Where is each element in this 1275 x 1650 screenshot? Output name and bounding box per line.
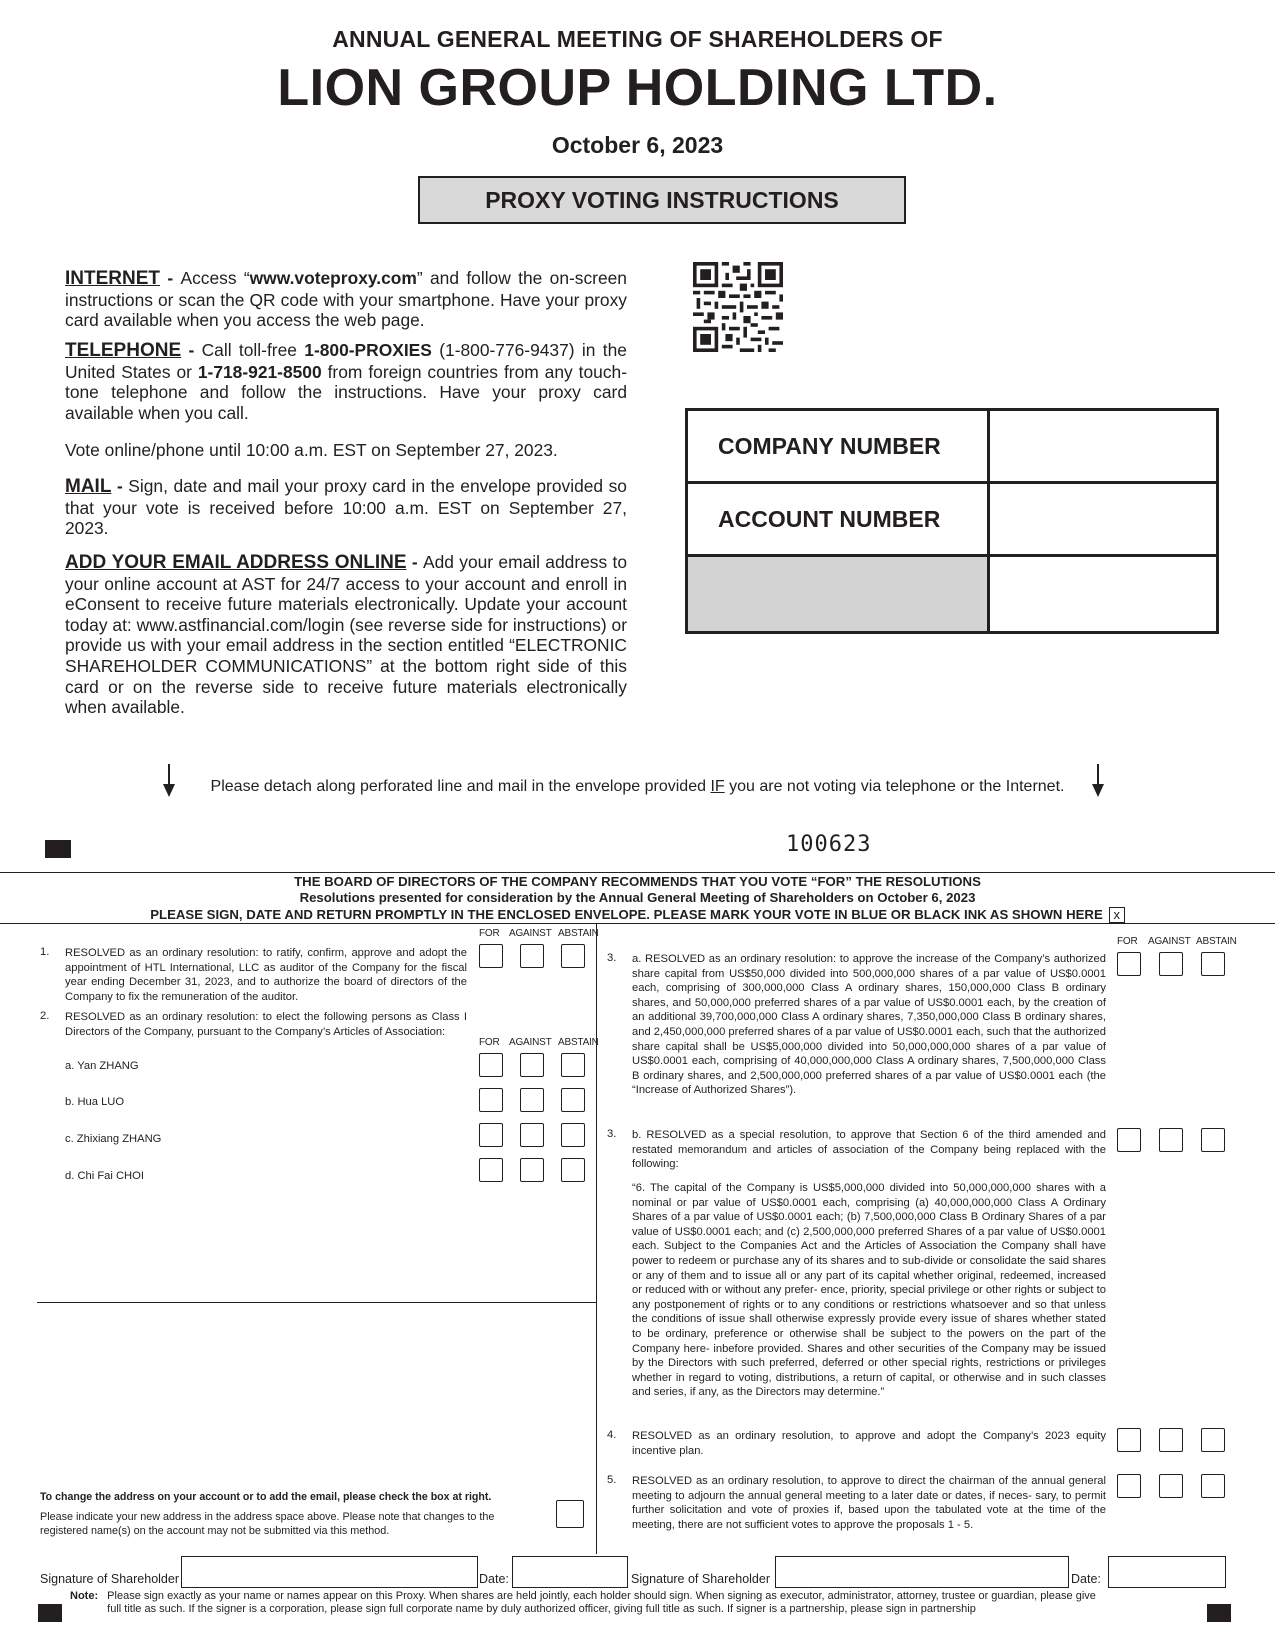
r4-abstain-checkbox[interactable] [1201, 1428, 1225, 1452]
col-for-3: FOR [1117, 936, 1138, 947]
internet-post: ” and follow the on-screen instructions or scan the QR code with your smartphone. Have your proxy card available when you access the web page. [65, 268, 627, 331]
detach-post: you are not voting via telephone or the Internet. [724, 778, 1065, 795]
column-divider [596, 924, 597, 1554]
date-field-1[interactable] [512, 1556, 628, 1588]
nominee-a-abstain-checkbox[interactable] [561, 1053, 585, 1077]
internet-pre: Access “ [180, 268, 250, 288]
resolution-4-text: RESOLVED as an ordinary resolution, to approve and adopt the Company’s 2023 equity incentive plan. [632, 1430, 1106, 1457]
resolution-3a-text: a. RESOLVED as an ordinary resolution: to approve the increase of the Company’s authorized share capital from US$50,000 divided into 500,000,000 shares of a par value of US$0.0001 each, comprising of 300,000,000 Class A ordinary shares, 150,000,000 Class B ordinary shares, and 50,000,000 preferred shares of a par value of US$0.0001 each, by the creation of an additional 39,700,000,000 Class A ordinary shares, 7,350,000,000 Class B ordinary shares, and 2,450,000,000 preferred shares of a par value of US$0.0001 each, such that the authorized share capital shall be US$5,000,000 divided into 50,000,000,000 shares of a par value of US$0.0001 each, comprising of 40,000,000,000 Class A ordinary shares, 7,500,000,000 Class B ordinary shares, and 2,500,000,000 preferred shares of a par value of US$0.0001 each (the “Increase of Authorized Shares”). [632, 953, 1106, 1097]
resolution-2-text: RESOLVED as an ordinary resolution: to elect the following persons as Class I Directors of the Company, pursuant to the Company’s Articles of Association: [65, 1011, 467, 1038]
r1-for-checkbox[interactable] [479, 944, 503, 968]
r3b-against-checkbox[interactable] [1159, 1128, 1183, 1152]
account-number-row [688, 484, 1216, 557]
detach-pre: Please detach along perforated line and mail in the envelope provided [210, 778, 711, 795]
nominee-c-abstain-checkbox[interactable] [561, 1123, 585, 1147]
resolution-5-text: RESOLVED as an ordinary resolution, to approve to direct the chairman of the annual general meeting to adjourn the annual general meeting to a later date or dates, if neces- sary, to permit further solicitation and vote of proxies if, based upon the tabulated vote at the time of the meeting, there are not sufficient votes to approve the proposals 1 - 5. [632, 1475, 1106, 1531]
r3a-abstain-checkbox[interactable] [1201, 952, 1225, 976]
qr-code-icon[interactable] [693, 262, 783, 352]
internet-heading: INTERNET [65, 268, 160, 289]
signing-note [70, 1590, 1110, 1616]
r4-for-checkbox[interactable] [1117, 1428, 1141, 1452]
date-label-1: Date: [479, 1572, 509, 1586]
col-for-2: FOR [479, 1037, 500, 1048]
internet-url[interactable]: www.voteproxy.com [249, 268, 417, 288]
registration-mark [38, 1604, 62, 1622]
mail-instructions [65, 476, 627, 539]
r5-abstain-checkbox[interactable] [1201, 1474, 1225, 1498]
col-abstain-1: ABSTAIN [558, 928, 599, 939]
r1-against-checkbox[interactable] [520, 944, 544, 968]
nominee-b-abstain-checkbox[interactable] [561, 1088, 585, 1112]
resolution-1-text: RESOLVED as an ordinary resolution: to ratify, confirm, approve and adopt the appointment of HTL International, LLC as auditor of the Company for the fiscal year ending December 31, 2023, and to authorize the board of directors of the Company to fix the remuneration of the auditor. [65, 947, 467, 1003]
nominee-a-for-checkbox[interactable] [479, 1053, 503, 1077]
detach-if: IF [710, 778, 725, 795]
telephone-pre: Call toll-free [201, 340, 305, 360]
meeting-title: ANNUAL GENERAL MEETING OF SHAREHOLDERS OF [332, 26, 943, 52]
nominee-b-against-checkbox[interactable] [520, 1088, 544, 1112]
date-label-2: Date: [1071, 1572, 1101, 1586]
nominee-d-abstain-checkbox[interactable] [561, 1158, 585, 1182]
internet-dash: - [160, 268, 181, 288]
resolution-3b-text: b. RESOLVED as a special resolution, to approve that Section 6 of the third amended and restated memorandum and articles of association of the Company being replaced with the following: [632, 1129, 1106, 1171]
mail-heading: MAIL [65, 476, 112, 497]
email-text: Add your email address to your online account at AST for 24/7 access to your account and enroll in eConsent to receive future materials electronically. Update your account today at: www.astfinancial.com/login (see reverse side for instructions) or provide us with your email address in the section entitled “ELECTRONIC SHAREHOLDER COMMUNICATIONS” at the bottom right side of this card or on the reverse side to receive future materials electronically when available. [65, 552, 627, 718]
address-change-checkbox[interactable] [556, 1500, 584, 1528]
nominee-d-against-checkbox[interactable] [520, 1158, 544, 1182]
r3a-for-checkbox[interactable] [1117, 952, 1141, 976]
note-text: Please sign exactly as your name or names appear on this Proxy. When shares are held jointly, each holder should sign. When signing as executor, administrator, attorney, trustee or guardian, please give full title as such. If the signer is a corporation, please sign full corporate name by duly authorized officer, giving full title as such. If signer is a partnership, please sign in partnership [107, 1590, 1096, 1616]
telephone-dash: - [181, 340, 202, 360]
board-line-2: Resolutions presented for consideration by the Annual General Meeting of Shareholders on October 6, 2023 [299, 890, 976, 906]
vote-deadline: Vote online/phone until 10:00 a.m. EST on September 27, 2023. [65, 440, 558, 460]
resolution-4-number: 4. [607, 1429, 617, 1441]
registration-mark [1207, 1604, 1231, 1622]
nominee-c-against-checkbox[interactable] [520, 1123, 544, 1147]
shaded-cell [688, 557, 990, 631]
r3b-for-checkbox[interactable] [1117, 1128, 1141, 1152]
email-heading: ADD YOUR EMAIL ADDRESS ONLINE [65, 552, 407, 573]
board-line-3: PLEASE SIGN, DATE AND RETURN PROMPTLY IN THE ENCLOSED ENVELOPE. PLEASE MARK YOUR VOTE IN BLUE OR BLACK INK AS SHOWN HERE [150, 906, 1103, 922]
mail-text: Sign, date and mail your proxy card in the envelope provided so that your vote is received before 10:00 a.m. EST on September 27, 2023. [65, 476, 627, 539]
resolution-3b-quote: “6. The capital of the Company is US$5,000,000 divided into 50,000,000,000 shares with a nominal or par value of US$0.0001 each, comprising (a) 40,000,000,000 Class A Ordinary Shares of a par value of US$0.0001 each; (b) 7,500,000,000 Class B Ordinary Shares of a par value of US$0.0001 each; and (c) 2,500,000,000 preferred Shares of a par value of US$0.0001 each. Subject to the Companies Act and the Articles of Association the Company shall have power to redeem or purchase any of its shares and to sub-divide or consolidate the said shares or any of them and to issue all or any part of its capital whether original, redeemed, increased or reduced with or without any prefer- ence, priority, special privilege or other rights or subject to any postponement of rights or to any conditions or restrictions whatsoever and so that unless the conditions of issue shall otherwise expressly provide every issue of shares whether stated to be ordinary, preference or otherwise shall be subject to the powers on the part of the Company here- inbefore provided. Shares and other securities of the Company may be issued by the Directors with such preferred, deferred or other special rights, restrictions or privileges whether in regard to voting, distributions, a return of capital, or otherwise and in such classes and series, if any, as the Directors may determine.” [632, 1182, 1106, 1399]
board-line-1: THE BOARD OF DIRECTORS OF THE COMPANY RECOMMENDS THAT YOU VOTE “FOR” THE RESOLUTIONS [294, 874, 981, 889]
meeting-date: October 6, 2023 [551, 132, 724, 158]
registration-mark [45, 840, 71, 858]
account-number-label: ACCOUNT NUMBER [688, 484, 990, 554]
col-against-1: AGAINST [509, 928, 552, 939]
nominee-label: c. Zhixiang ZHANG [65, 1133, 162, 1145]
email-dash: - [406, 552, 423, 572]
telephone-number: 1-800-PROXIES [304, 340, 432, 360]
nominee-b-for-checkbox[interactable] [479, 1088, 503, 1112]
r3b-abstain-checkbox[interactable] [1201, 1128, 1225, 1152]
address-change-text: Please indicate your new address in the address space above. Please note that changes to the registered name(s) on the account may not be submitted via this method. [40, 1511, 495, 1537]
r5-against-checkbox[interactable] [1159, 1474, 1183, 1498]
resolution-3a-number: 3. [607, 952, 617, 964]
resolution-3b-number: 3. [607, 1128, 617, 1140]
company-number-label: COMPANY NUMBER [688, 411, 990, 481]
signature-field-2[interactable] [775, 1556, 1069, 1588]
telephone-instructions [65, 340, 627, 423]
signature-field-1[interactable] [181, 1556, 478, 1588]
company-name: LION GROUP HOLDING LTD. [277, 59, 998, 117]
nominee-label: b. Hua LUO [65, 1096, 125, 1108]
telephone-foreign-number: 1-718-921-8500 [197, 361, 322, 382]
col-abstain-3: ABSTAIN [1196, 936, 1237, 947]
control-number: 100623 [786, 832, 872, 857]
col-abstain-2: ABSTAIN [558, 1037, 599, 1048]
note-label: Note: [70, 1590, 99, 1602]
signature-label-1: Signature of Shareholder [40, 1572, 179, 1586]
col-for-1: FOR [479, 928, 500, 939]
nominee-d-for-checkbox[interactable] [479, 1158, 503, 1182]
down-arrow-icon [1091, 764, 1105, 798]
r5-for-checkbox[interactable] [1117, 1474, 1141, 1498]
mail-dash: - [111, 476, 129, 496]
address-area-divider [37, 1302, 597, 1303]
detach-instruction [0, 778, 1275, 796]
r4-against-checkbox[interactable] [1159, 1428, 1183, 1452]
r1-abstain-checkbox[interactable] [561, 944, 585, 968]
email-instructions [65, 552, 627, 718]
account-info-table [685, 408, 1219, 634]
signature-label-2: Signature of Shareholder [631, 1572, 770, 1586]
nominee-a-against-checkbox[interactable] [520, 1053, 544, 1077]
resolution-5-number: 5. [607, 1474, 617, 1486]
board-recommendation [0, 872, 1275, 924]
address-change-title: To change the address on your account or to add the email, please check the box at right. [40, 1491, 492, 1503]
telephone-heading: TELEPHONE [65, 340, 182, 361]
resolution-2-number: 2. [40, 1010, 50, 1022]
r3a-against-checkbox[interactable] [1159, 952, 1183, 976]
sample-mark-box: x [1109, 907, 1125, 923]
company-number-row [688, 411, 1216, 484]
control-row [688, 557, 1216, 631]
proxy-voting-instructions-banner: PROXY VOTING INSTRUCTIONS [418, 176, 906, 224]
date-field-2[interactable] [1108, 1556, 1226, 1588]
col-against-2: AGAINST [509, 1037, 552, 1048]
col-against-3: AGAINST [1148, 936, 1191, 947]
resolution-1-number: 1. [40, 946, 50, 958]
nominee-label: a. Yan ZHANG [65, 1060, 139, 1072]
internet-instructions [65, 268, 627, 331]
nominee-label: d. Chi Fai CHOI [65, 1170, 144, 1182]
nominee-c-for-checkbox[interactable] [479, 1123, 503, 1147]
telephone-mid: (1-800-776-9437) in the United States or [65, 340, 627, 382]
telephone-post: from foreign countries from any touch-tone telephone and follow the instructions. Have your proxy card available when you call. [65, 361, 627, 423]
